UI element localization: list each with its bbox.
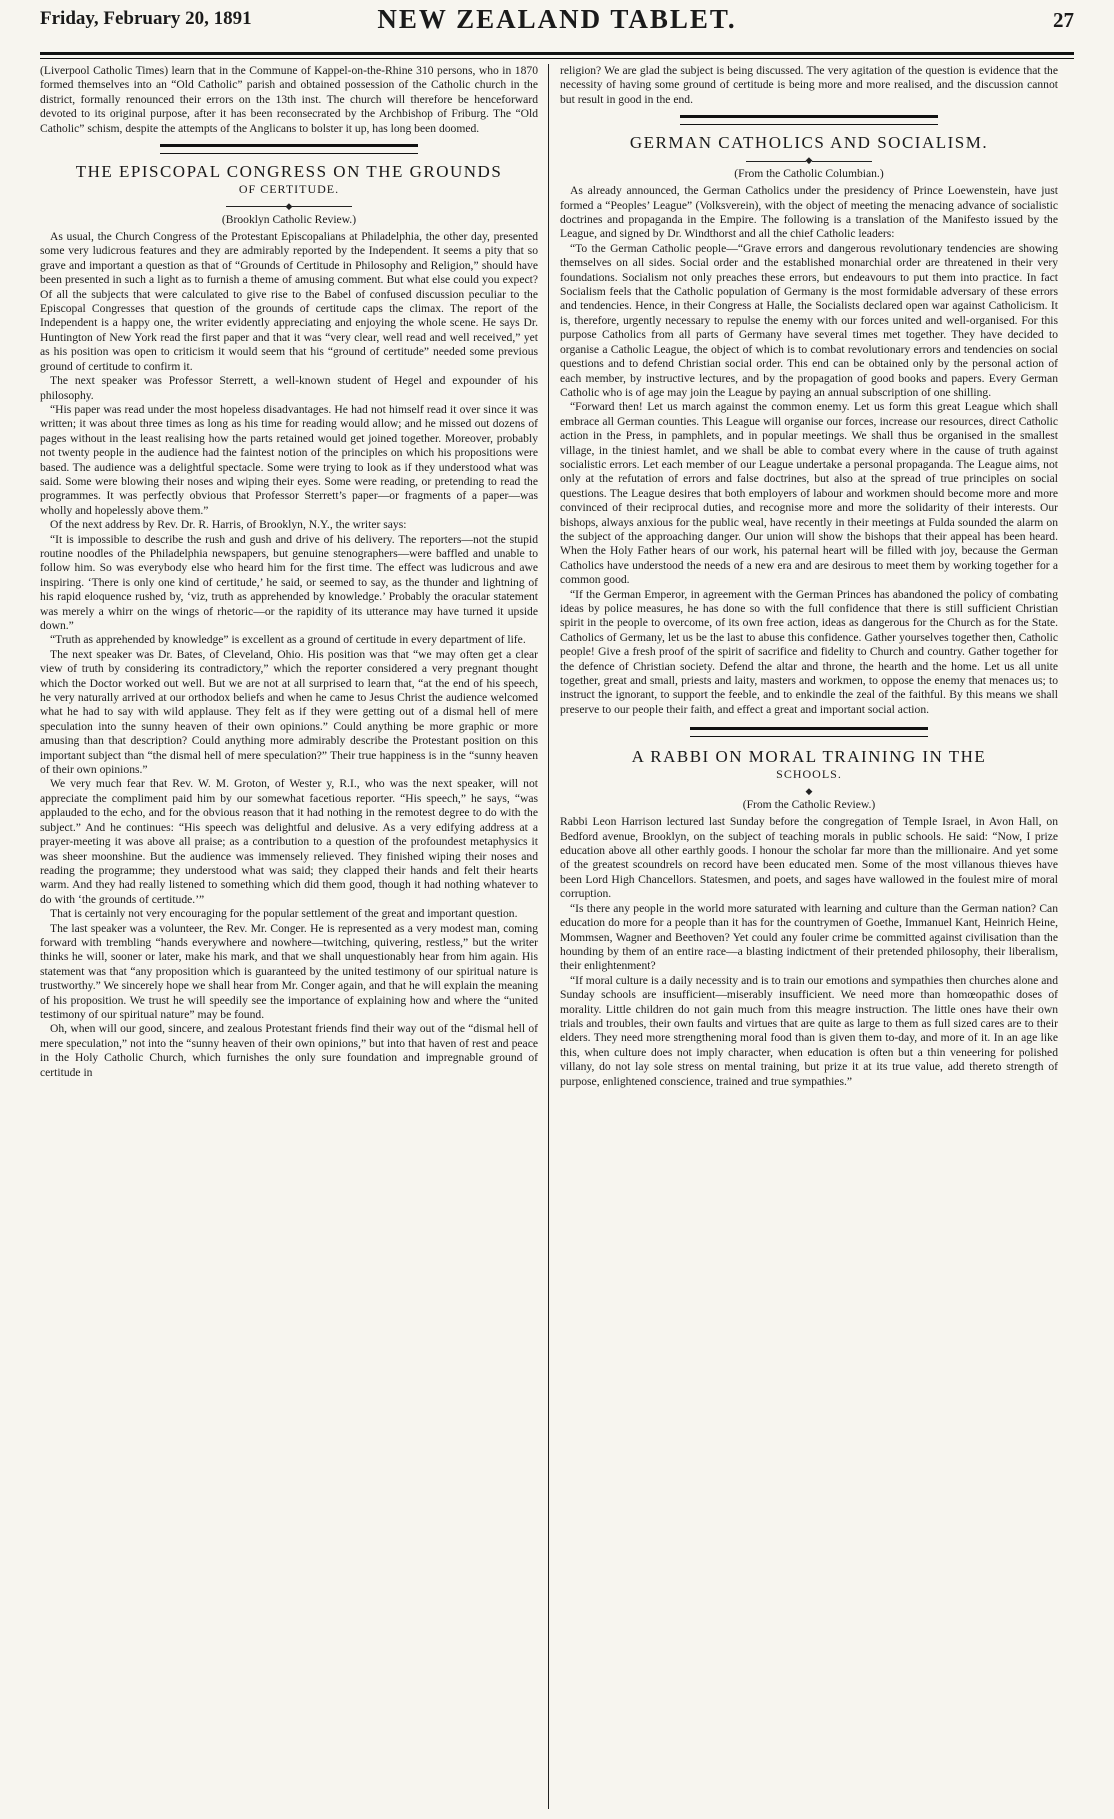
article-paragraph: As already announced, the German Catholics under the presidency of Prince Loewenstein, have just formed a “Peoples’ League” (Volksverein), with the object of meeting the menacing advance of socialistic doctrines and propaganda in the Empire. The following is a translation of the Manifesto issued by the League, and signed by Dr. Windthorst and all the chief Catholic leaders: [560, 184, 1058, 241]
article-title: A RABBI ON MORAL TRAINING IN THE [631, 747, 987, 767]
article-title: THE EPISCOPAL CONGRESS ON THE GROUNDS [75, 162, 503, 182]
article-paragraph: Rabbi Leon Harrison lectured last Sunday before the congregation of Temple Israel, in Avon Hall, on Bedford avenue, Brooklyn, on the subject of teaching morals in public schools. He said: “Now, I prize education above all other earthly goods. I honour the scholar far more than the millionaire. And yet some of the greatest scoundrels on record have been educated men. Some of the most villanous thieves have been Lord High Chancellors. Statesmen, and poets, and sages have wallowed in the foulest mire of moral corruption. [560, 815, 1058, 901]
article-paragraph: “If the German Emperor, in agreement with the German Princes has abandoned the policy of combating ideas by police measures, he has done so with the full confidence that there is still sufficient Christian spirit in the people to overcome, of its own free action, ideas as dangerous for the Church as for the State. Catholics of Germany, let us be the last to abuse this confidence. Gather yourselves together then, Catholic people! Give a fresh proof of the spirit of sacrifice and fidelity to Church and country. Gather together for the defence of Christian society. Defend the altar and throne, the hearth and the home. Let us all unite together, great and small, priests and laity, masters and workmen, to oppose the enemy that menaces us; to instruct the ignorant, to support the feeble, and to enkindle the zeal of the faithful. By this means we shall preserve to our people their faith, and effect a great and important social action. [560, 587, 1058, 716]
article-paragraph: “His paper was read under the most hopeless disadvantages. He had not himself read it over since it was written; it was about three times as long as his time for reading would allow; and he missed out dozens of pages without in the least realising how the parts retained would get joined together. Moreover, probably not twenty people in the audience had the faintest notion of the principles on which his propositions were based. The audience was a delightful spectacle. Some were trying to look as if they understood what was said. Some were blowing their noses and wiping their eyes. Some were reading, or pretending to read the programmes. It was perfectly obvious that Professor Sterrett’s paper—or fragments of a paper—was wholly and hopelessly above them.” [40, 402, 538, 517]
article-paragraph: That is certainly not very encouraging for the popular settlement of the great and important question. [50, 907, 518, 921]
masthead [40, 0, 1074, 55]
section-divider [680, 115, 938, 125]
section-divider [690, 727, 928, 737]
article-paragraph: “Forward then! Let us march against the common enemy. Let us form this great League which shall embrace all German counties. This League will organise our forces, increase our resources, direct Catholic action in the Press, in pamphlets, and in popular meetings. We shall thus be organised in the smallest village, in the tiniest hamlet, and we shall be able to combat every where in the cause of truth against socialistic errors. Let each member of our League undertake a personal propaganda. The League aims, not only at the refutation of errors and false doctrines, but also at the spread of true principles on social questions. The League desires that both employers of labour and workmen should become more and more convinced of their reciprocal duties, and recognise more and more the solidarity of their interests. Our bishops, always anxious for the public weal, have recently in their meetings at Fulda sounded the alarm on the subject of the approaching danger. Our union will show the bishops that their appeal has been heard. When the Holy Father hears of our work, his paternal heart will be filled with joy, because the German Catholics have understood the needs of a new era and are desirous to meet them by working together for a common good. [560, 400, 1058, 587]
article-subtitle: SCHOOLS. [776, 767, 842, 782]
masthead-rule [40, 58, 1074, 59]
issue-date: Friday, February 20, 1891 [40, 8, 252, 29]
article-paragraph: We very much fear that Rev. W. M. Groton, of Wester y, R.I., who was the next speaker, will not appreciate the compliment paid him by our somewhat facetious reporter. “His speech,” he says, “was applauded to the echo, and for the obvious reason that it had nothing in the remotest degree to do with the subject.” And he continues: “His speech was delightful and delusive. As a very edifying address at a prayer-meeting it was above all praise; as a contribution to a question of the profoundest metaphysics it was sheer moonshine. But the audience was immensely relieved. They finished wiping their noses and reading the programme; they understood what was said; they clapped their hands and felt their hearts warm. And they had really listened to something which did them good, though it had nothing whatever to do with ‘the grounds of certitude.’” [40, 777, 538, 906]
article-source: (From the Catholic Columbian.) [734, 167, 884, 181]
article-paragraph: As usual, the Church Congress of the Protestant Episcopalians at Philadelphia, the other day, presented some very ludicrous features and they are admirably reported by the Independent. It seems a pity that so grave and important a question as that of “Grounds of Certitude in Philosophy and Religion,” should have been presented in such a light as to furnish a theme of amusing comment. But what else could you expect? Of all the subjects that were calculated to give rise to the Babel of confused discussion peculiar to the Episcopal Congresses that question of the grounds of certitude caps the climax. The report of the Independent is a happy one, the writer evidently appreciating and enjoying the whole scene. He says Dr. Huntington of New York read the first paper and that it was “very clear, well read and well received,” yet as his position was open to criticism it would seem that his “ground of certitude” needed some previous ground of certitude to confirm it. [40, 230, 538, 373]
article-paragraph: “Is there any people in the world more saturated with learning and culture than the German nation? Can education do more for a people than it has for the countrymen of Goethe, Immanuel Kant, Heinrich Heine, Mommsen, Wagner and Beethoven? Yet could any fouler crime be committed against civilisation than the hounding by them of an entire race—a blasting indictment of their pretended philosophy, their liberalism, their enlightenment? [560, 901, 1058, 973]
article-source: (Brooklyn Catholic Review.) [221, 213, 357, 227]
article-body [560, 184, 1058, 717]
ornament-divider: ◆ [805, 786, 813, 797]
article-source: (From the Catholic Review.) [742, 798, 876, 812]
article-body [560, 815, 1058, 1089]
column-divider [548, 64, 549, 1809]
intro-paragraph: (Liverpool Catholic Times) learn that in the Commune of Kappel-on-the-Rhine 310 persons, who in 1870 formed themselves into an “Old Catholic” parish and obtained possession of the Catholic church in the district, formally renounced their errors on the 13th inst. The church will therefore be henceforward devoted to its original purpose, after it has been reconsecrated by the Archbishop of Friburg. The “Old Catholic” schism, despite the attempts of the Anglicans to bolster it up, has long been doomed. [40, 64, 538, 135]
ornament-divider: ◆ [40, 201, 538, 211]
section-divider [160, 144, 418, 154]
article-body [40, 230, 538, 1080]
columns [40, 64, 1074, 1809]
article-paragraph: The next speaker was Dr. Bates, of Cleveland, Ohio. His position was that “we may often get a clear view of truth by considering its contradictory,” which the reporter considered a very pregnant thought which the Doctor worked out well. But we are not at all surprised to learn that, “at the end of his speech, he very naturally arrived at our orthodox beliefs and when he came to Jesus Christ the audience welcomed what he had to say with wild applause. They felt as if they were getting out of a dismal hell of mere speculation into the sunny heaven of their own opinions.” Could anything be more graphic or more amusing than that description? Could anything more admirably describe the Protestant position on this important subject than “the dismal hell of mere speculation?” Their true happiness is in the “sunny heaven of their own opinions.” [40, 647, 538, 777]
ornament-divider: ◆ [560, 155, 1058, 165]
article-paragraph: “It is impossible to describe the rush and gush and drive of his delivery. The reporters—not the stupid routine noodles of the Philadelphia newspapers, but genuine stenographers—were baffled and unable to follow him. So was everybody else who heard him for the first time. The effect was ludicrous and awe inspiring. ‘There is only one kind of certitude,’ he said, or seemed to say, as the thunder and lightning of his rapid eloquence rushed by, ‘viz, truth as apprehended by knowledge.’ Probably the oracular statement was merely a whirr on the wings of rhetoric—or the rapidity of its utterance may have turned it upside down.” [40, 532, 538, 632]
continuation-paragraph: religion? We are glad the subject is being discussed. The very agitation of the question is evidence that the necessity of having some ground of certitude is being more and more realised, and the discussion cannot but result in good in the end. [560, 64, 1058, 106]
article-paragraph: Of the next address by Rev. Dr. R. Harris, of Brooklyn, N.Y., the writer says: [50, 518, 407, 532]
article-paragraph: The next speaker was Professor Sterrett, a well-known student of Hegel and expounder of his philosophy. [40, 374, 538, 402]
left-column [40, 64, 538, 1809]
article-paragraph: Oh, when will our good, sincere, and zealous Protestant friends find their way out of the “dismal hell of mere speculation,” not into the “sunny heaven of their own opinions,” but into that haven of rest and peace in the Holy Catholic Church, which furnishes the only sure foundation and impregnable ground of certitude in [40, 1022, 538, 1079]
article-subtitle: OF CERTITUDE. [238, 182, 340, 197]
article-title: GERMAN CATHOLICS AND SOCIALISM. [629, 133, 989, 153]
article-paragraph: “Truth as apprehended by knowledge” is excellent as a ground of certitude in every department of life. [50, 633, 526, 647]
article-paragraph: “To the German Catholic people—“Grave errors and dangerous revolutionary tendencies are showing themselves on all sides. Social order and the established monarchial order are threatened in their very foundations. Socialism not only preaches these errors, but endeavours to put them into practice. In fact Socialism feels that the Catholic population of Germany is the most formidable adversary of these errors and tendencies. Hence, in their Congress at Halle, the Socialists declared open war against Catholicism. It is, therefore, urgently necessary to repulse the enemy with our forces united and well-organised. For this purpose Catholics from all parts of Germany have several times met together. They have decided to organise a Catholic League, the object of which is to combat revolutionary errors and tendencies on social questions and to defend Christian social order. This end can be obtained only by the personal action of each member, by instructive lectures, and by the propagation of good books and papers. Every German Catholic who is of age may join the League by paying an annual subscription of one shilling. [560, 241, 1058, 399]
article-paragraph: The last speaker was a volunteer, the Rev. Mr. Conger. He is represented as a very modest man, coming forward with trembling “hands everywhere and nowhere—twitching, quivering, restless,” but the writer thinks he will, sooner or later, make his mark, and that we shall unquestionably hear from him again. His statement was that “any proposition which is guaranteed by the united testimony of our spiritual nature is trustworthy.” We sincerely hope we shall hear from Mr. Conger again, and that he will explain the meaning of his proposition. We trust he will speedily see the importance of explaining how and where the “united testimony of our spiritual nature” may be found. [40, 921, 538, 1021]
article-paragraph: “If moral culture is a daily necessity and is to train our emotions and sympathies then churches alone and Sunday schools are insufficient—miserably insufficient. We need more than homœopathic doses of morality. Little children do not gain much from this meagre instruction. The little ones have their own trials and troubles, their own faults and virtues that are quite as large to them as full sized cares are to their elders. They need more strengthening moral food than is given them to-day, and more of it. In an age like this, when culture does not imply character, when education is often but a thin veneering for polished villany, do not lay sole stress on mental training, but prize it at its true value, add thereto strength of purpose, enlightened conscience, trained and true sympathies.” [560, 973, 1058, 1088]
page-number: 27 [1053, 8, 1074, 32]
right-column [560, 64, 1058, 1809]
newspaper-title: NEW ZEALAND TABLET. [377, 4, 737, 34]
